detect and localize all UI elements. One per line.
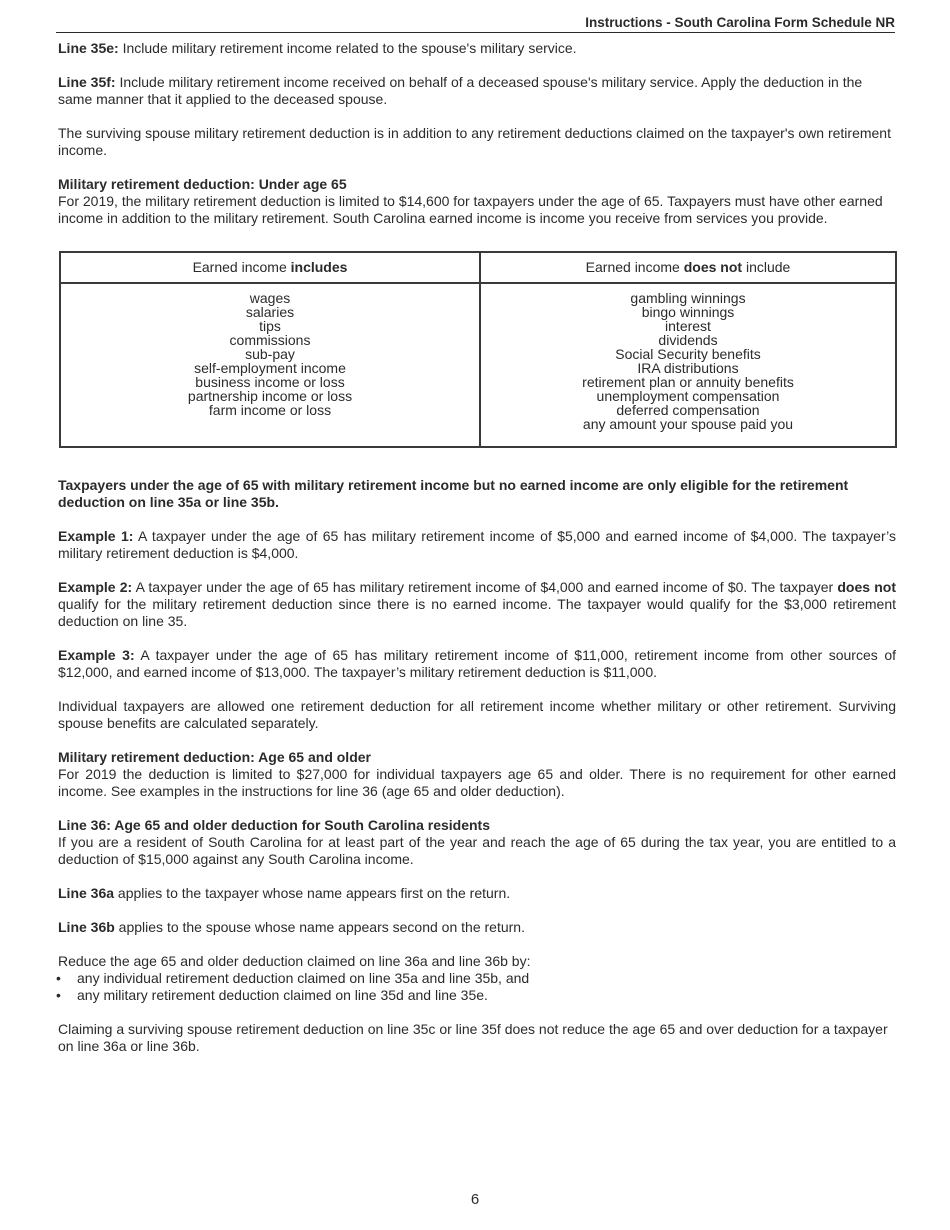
list-item: wages — [249, 290, 291, 306]
line-35e-label: Line 35e: — [58, 40, 119, 56]
includes-header: Earned income includes — [61, 253, 479, 284]
list-item: Social Security benefits — [615, 346, 761, 362]
example-3: Example 3: A taxpayer under the age of 65 has military retirement income of $11,000, retirement income from other sources of $12,000, and earned income of $13,000. The taxpayer’s military retirement deduction is $11,000. — [58, 647, 896, 680]
claiming-paragraph: Claiming a surviving spouse retirement deduction on line 35c or line 35f does not reduce the age 65 and over deduction for a taxpayer on line 36a or line 36b. — [58, 1021, 888, 1054]
list-item: salaries — [245, 304, 295, 320]
list-item: • any military retirement deduction claimed on line 35d and line 35e. — [56, 987, 488, 1003]
lower-section — [58, 477, 896, 1055]
earned-income-table — [59, 251, 897, 448]
list-item: retirement plan or annuity benefits — [582, 374, 794, 390]
line-36-paragraph: If you are a resident of South Carolina for at least part of the year and reach the age of 65 during the tax year, you are entitled to a deduction of $15,000 against any South Carolina income. — [58, 834, 896, 867]
list-item: interest — [665, 318, 711, 334]
age-65-paragraph: For 2019 the deduction is limited to $27,000 for individual taxpayers age 65 and older. There is no requirement for other earned income. See examples in the instructions for line 36 (age 65 and older deduction). — [58, 766, 896, 799]
bullet-icon: • — [56, 970, 61, 986]
page-number: 6 — [470, 1191, 480, 1208]
reduce-bullet-list — [58, 970, 896, 1004]
excludes-header: Earned income does not include — [481, 253, 895, 284]
reduce-intro: Reduce the age 65 and older deduction claimed on line 36a and line 36b by: — [58, 953, 531, 969]
under-65-heading: Military retirement deduction: Under age 65 — [58, 176, 347, 192]
list-item: commissions — [229, 332, 311, 348]
line-35e-paragraph: Line 35e: Include military retirement income related to the spouse's military service. — [58, 40, 577, 56]
line-36-heading: Line 36: Age 65 and older deduction for South Carolina residents — [58, 817, 490, 833]
bullet-icon: • — [56, 987, 61, 1003]
list-item: partnership income or loss — [187, 388, 353, 404]
page-header-title: Instructions - South Carolina Form Schedule NR — [56, 14, 895, 33]
excludes-column — [481, 253, 895, 446]
list-item: gambling winnings — [630, 290, 746, 306]
list-item: IRA distributions — [637, 360, 739, 376]
surviving-spouse-paragraph: The surviving spouse military retirement deduction is in addition to any retirement deductions claimed on the taxpayer's own retirement income. — [58, 125, 891, 158]
age-65-heading: Military retirement deduction: Age 65 and older — [58, 749, 371, 765]
list-item: bingo winnings — [641, 304, 735, 320]
no-earned-income-note: Taxpayers under the age of 65 with military retirement income but no earned income are only eligible for the retirement deduction on line 35a or line 35b. — [58, 477, 849, 510]
includes-list — [61, 284, 479, 417]
list-item: any amount your spouse paid you — [582, 416, 794, 432]
line-36a-paragraph: Line 36a applies to the taxpayer whose name appears first on the return. — [58, 885, 511, 901]
individual-taxpayers-paragraph: Individual taxpayers are allowed one retirement deduction for all retirement income whether military or other retirement. Surviving spouse benefits are calculated separately. — [58, 698, 896, 731]
example-2: Example 2: A taxpayer under the age of 65 has military retirement income of $4,000 and earned income of $0. The taxpayer does not qualify for the military retirement deduction since there is no earned income. The taxpayer would qualify for the $3,000 retirement deduction on line 35. — [58, 579, 896, 629]
list-item: business income or loss — [195, 374, 345, 390]
includes-column — [61, 253, 481, 446]
list-item: unemployment compensation — [596, 388, 780, 404]
under-65-paragraph: For 2019, the military retirement deduction is limited to $14,600 for taxpayers under the age of 65. Taxpayers must have other earned income in addition to the military retirement. South Carolina earned income is income you receive from services you provide. — [58, 193, 883, 226]
line-35f-label: Line 35f: — [58, 74, 116, 90]
list-item: farm income or loss — [208, 402, 332, 418]
list-item: sub-pay — [245, 346, 295, 362]
list-item: dividends — [658, 332, 718, 348]
list-item: • any individual retirement deduction claimed on line 35a and line 35b, and — [56, 970, 530, 986]
list-item: self-employment income — [194, 360, 346, 376]
excludes-list — [481, 284, 895, 431]
list-item: tips — [259, 318, 281, 334]
intro-section — [58, 40, 896, 227]
list-item: deferred compensation — [616, 402, 760, 418]
example-1: Example 1: A taxpayer under the age of 65 has military retirement income of $5,000 and earned income of $4,000. The taxpayer’s military retirement deduction is $4,000. — [58, 528, 896, 561]
line-36b-paragraph: Line 36b applies to the spouse whose name appears second on the return. — [58, 919, 525, 935]
line-35f-paragraph: Line 35f: Include military retirement income received on behalf of a deceased spouse's military service. Apply the deduction in the same manner that it applied to the deceased spouse. — [58, 74, 863, 107]
